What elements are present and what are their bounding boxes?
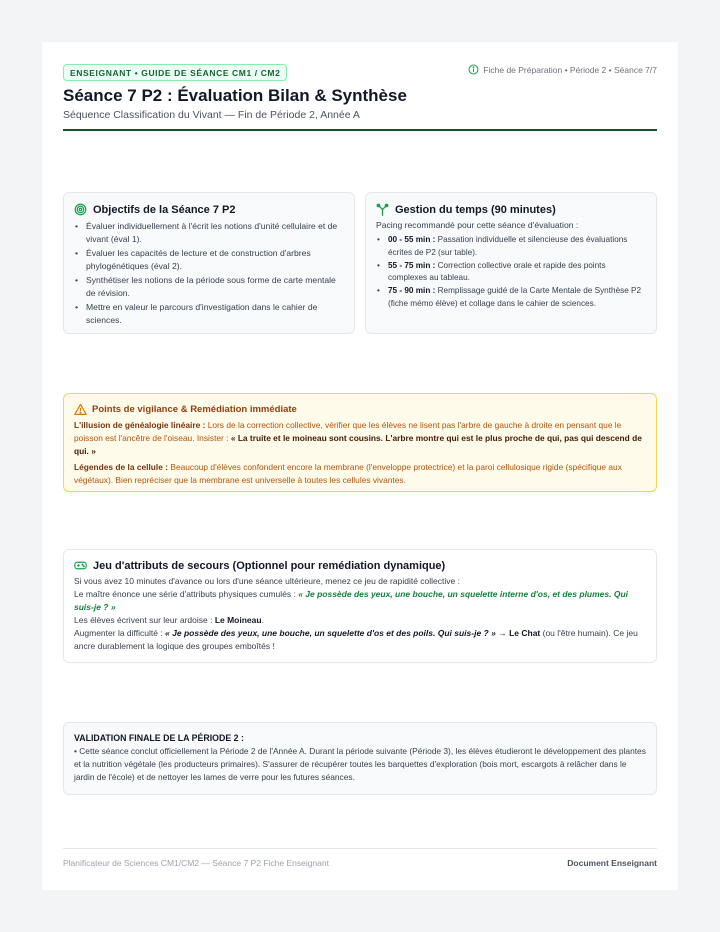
page-subtitle: Séquence Classification du Vivant — Fin de Période 2, Année A xyxy=(63,109,360,121)
list-item: • Évaluer les capacités de lecture et de construction d'arbres phylogénétiques (éval 2). xyxy=(74,247,344,273)
objectives-title: Objectifs de la Séance 7 P2 xyxy=(93,203,236,216)
vigilance-point-2 xyxy=(74,461,646,487)
timing-list xyxy=(376,234,646,310)
time-range: 55 - 75 min : xyxy=(388,260,436,270)
game-card xyxy=(63,549,657,663)
validation-title: VALIDATION FINALE DE LA PÉRIODE 2 : xyxy=(74,733,244,743)
vigilance-header xyxy=(74,403,646,416)
timing-title: Gestion du temps (90 minutes) xyxy=(395,203,556,216)
list-item xyxy=(376,285,646,310)
gamepad-icon xyxy=(74,559,87,572)
header-divider xyxy=(63,129,657,131)
time-range: 75 - 90 min : xyxy=(388,286,436,296)
game-text: (ou l'être humain). Ce jeu ancre durablement la logique des groupes emboîtés ! xyxy=(74,627,638,651)
game-answer: Le Moineau xyxy=(214,614,262,625)
game-text: Augmenter la difficulté : xyxy=(74,627,163,638)
game-answer: Le Chat xyxy=(509,627,541,638)
list-item: • Mettre en valeur le parcours d'investigation dans le cahier de sciences. xyxy=(74,301,344,327)
time-range: 00 - 55 min : xyxy=(388,235,436,245)
page-title: Séance 7 P2 : Évaluation Bilan & Synthèse xyxy=(63,86,407,105)
vigilance-point-1 xyxy=(74,419,646,458)
game-line-3: Les élèves écrivent sur leur ardoise : Le Moineau. xyxy=(74,614,264,625)
game-intro: Si vous avez 10 minutes d'avance ou lors d'une séance ultérieure, menez ce jeu de rapidité collective : xyxy=(74,576,460,586)
vigilance-text: Lors de la correction collective, vérifier que les élèves ne lisent pas l'arbre de gauche à droite en pensant que le poisson est l'ancêtre de l'oiseau. Insister : xyxy=(74,420,622,443)
header-meta xyxy=(468,64,657,75)
game-quote: « Je possède des yeux, une bouche, un squelette interne d'os, et des plumes. Qui suis-je ? » xyxy=(74,588,629,612)
timing-header xyxy=(376,203,646,216)
time-desc: Correction collective orale et rapide des points complexes au tableau. xyxy=(388,260,606,283)
timing-lead: Pacing recommandé pour cette séance d'évaluation : xyxy=(376,220,579,230)
vigilance-title: Points de vigilance & Remédiation immédiate xyxy=(92,404,297,415)
role-badge: ENSEIGNANT • GUIDE DE SÉANCE CM1 / CM2 xyxy=(63,64,287,81)
objectives-header xyxy=(74,203,344,216)
footer-left: Planificateur de Sciences CM1/CM2 — Séance 7 P2 Fiche Enseignant xyxy=(63,858,329,868)
time-desc: Passation individuelle et silencieuse des évaluations écrites de P2 (sur table). xyxy=(388,235,628,257)
game-header xyxy=(74,559,646,572)
game-title: Jeu d'attributs de secours (Optionnel pour remédiation dynamique) xyxy=(93,559,446,572)
list-item xyxy=(376,234,646,259)
warning-icon xyxy=(74,403,87,416)
vigilance-quote: « La truite et le moineau sont cousins. L'arbre montre qui est le plus proche de qui, pas qui descend de qui. » xyxy=(74,433,642,456)
game-line-4 xyxy=(74,627,646,653)
game-text: Les élèves écrivent sur leur ardoise : xyxy=(74,614,213,625)
arrow-icon: → xyxy=(498,627,507,638)
vigilance-card xyxy=(63,393,657,492)
time-desc: Remplissage guidé de la Carte Mentale de Synthèse P2 (fiche mémo élève) et collage dans le cahier de sciences. xyxy=(388,286,642,308)
vigilance-label: Légendes de la cellule : xyxy=(74,462,169,472)
validation-card xyxy=(63,722,657,795)
timing-card xyxy=(365,192,657,334)
vigilance-label: L'illusion de généalogie linéaire : xyxy=(74,420,206,430)
objectives-list xyxy=(74,220,344,327)
validation-text: • Cette séance conclut officiellement la Période 2 de l'Année A. Durant la période suivante (Période 3), les élèves étudieront le développement des plantes et la nutrition végétale (les producteurs primaires). S'assurer de récupérer toutes les barquettes d'exploration (bois mort, escargots à relâcher dans le jardin de l'école) et de nettoyer les lames de verre pour les futures séances. xyxy=(74,746,646,783)
vigilance-text: Beaucoup d'élèves confondent encore la membrane (l'enveloppe protectrice) et la paroi cellulosique rigide (spécifique aux végétaux). Bien repréciser que la membrane est universelle à toutes les cellules vivantes. xyxy=(74,462,622,485)
list-item: • Synthétiser les notions de la période sous forme de carte mentale de révision. xyxy=(74,274,344,300)
info-icon xyxy=(468,64,479,75)
objectives-card xyxy=(63,192,355,334)
game-line-2 xyxy=(74,588,646,614)
footer-right: Document Enseignant xyxy=(567,858,657,868)
list-item: • Évaluer individuellement à l'écrit les notions d'unité cellulaire et de vivant (éval 1). xyxy=(74,220,344,246)
footer-divider xyxy=(63,848,657,849)
game-quote: « Je possède des yeux, une bouche, un squelette d'os et des poils. Qui suis-je ? » xyxy=(165,627,496,638)
header-meta-text: Fiche de Préparation • Période 2 • Séance 7/7 xyxy=(483,64,657,75)
branch-icon xyxy=(376,203,389,216)
game-text: Le maître énonce une série d'attributs physiques cumulés : xyxy=(74,588,296,599)
document-page xyxy=(42,42,678,890)
list-item xyxy=(376,260,646,285)
target-icon xyxy=(74,203,87,216)
